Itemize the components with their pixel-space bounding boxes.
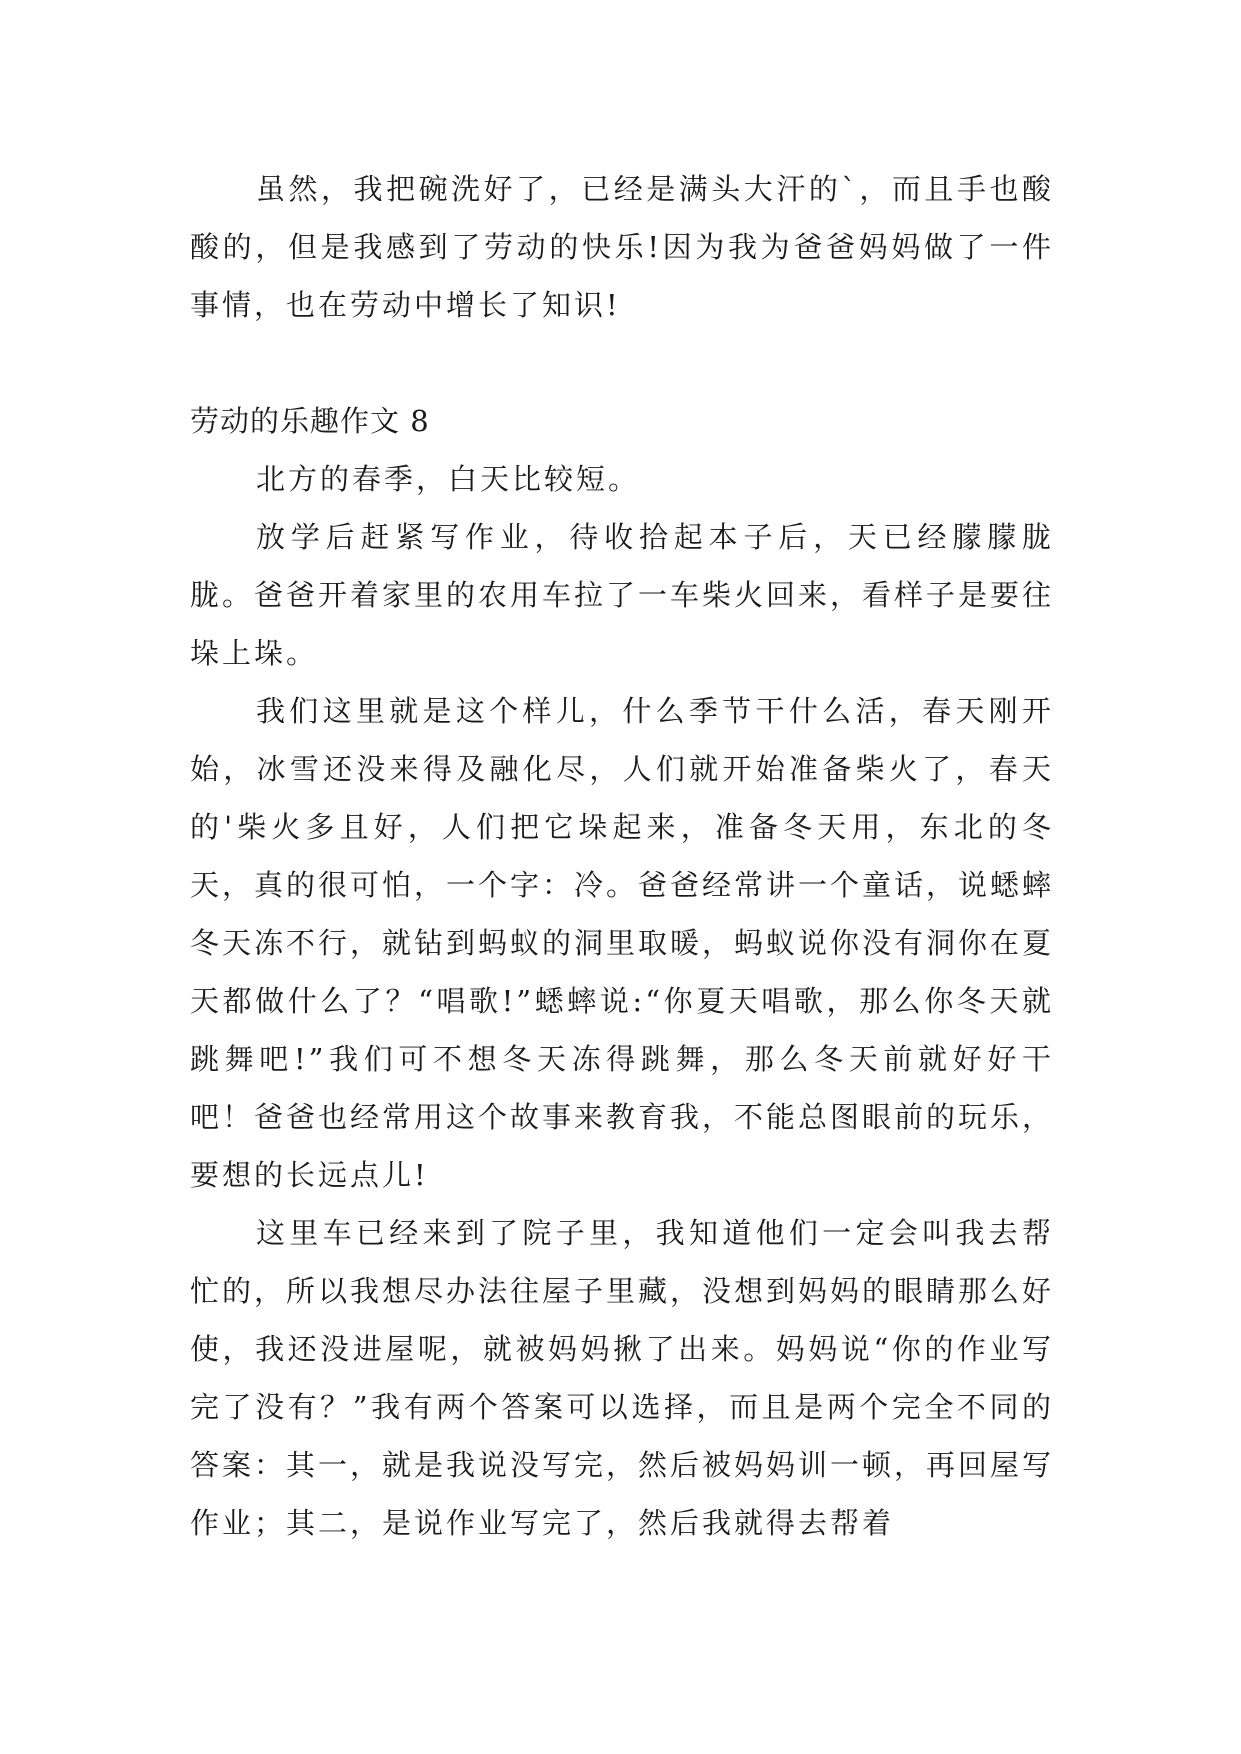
intro-paragraph: 虽然，我把碗洗好了，已经是满头大汗的`，而且手也酸酸的，但是我感到了劳动的快乐!因为我为爸爸妈妈做了一件事情，也在劳动中增长了知识! bbox=[190, 172, 1054, 322]
body-paragraph-2: 放学后赶紧写作业，待收拾起本子后，天已经朦朦胧胧。爸爸开着家里的农用车拉了一车柴火回来，看样子是要往垛上垛。 bbox=[190, 520, 1055, 670]
body-paragraph-4: 这里车已经来到了院子里，我知道他们一定会叫我去帮忙的，所以我想尽办法往屋子里藏，没想到妈妈的眼睛那么好使，我还没进屋呢，就被妈妈揪了出来。妈妈说“你的作业写完了没有？”我有两个答案可以选择，而且是两个完全不同的答案：其一，就是我说没写完，然后被妈妈训一顿，再回屋写作业；其二，是说作业写完了，然后我就得去帮着 bbox=[190, 1216, 1055, 1540]
paragraph-gap bbox=[190, 334, 1054, 392]
section-title: 劳动的乐趣作文 8 bbox=[190, 404, 430, 438]
body-paragraph-3: 我们这里就是这个样儿，什么季节干什么活，春天刚开始，冰雪还没来得及融化尽，人们就开始准备柴火了，春天的'柴火多且好，人们把它垛起来，准备冬天用，东北的冬天，真的很可怕，一个字：冷。爸爸经常讲一个童话，说蟋蟀冬天冻不行，就钻到蚂蚁的洞里取暖，蚂蚁说你没有洞你在夏天都做什么了？“唱歌!”蟋蟀说:“你夏天唱歌，那么你冬天就跳舞吧!”我们可不想冬天冻得跳舞，那么冬天前就好好干吧！爸爸也经常用这个故事来教育我，不能总图眼前的玩乐，要想的长远点儿! bbox=[190, 694, 1055, 1192]
body-paragraph-1: 北方的春季，白天比较短。 bbox=[256, 462, 641, 496]
document-body bbox=[190, 160, 1054, 1552]
